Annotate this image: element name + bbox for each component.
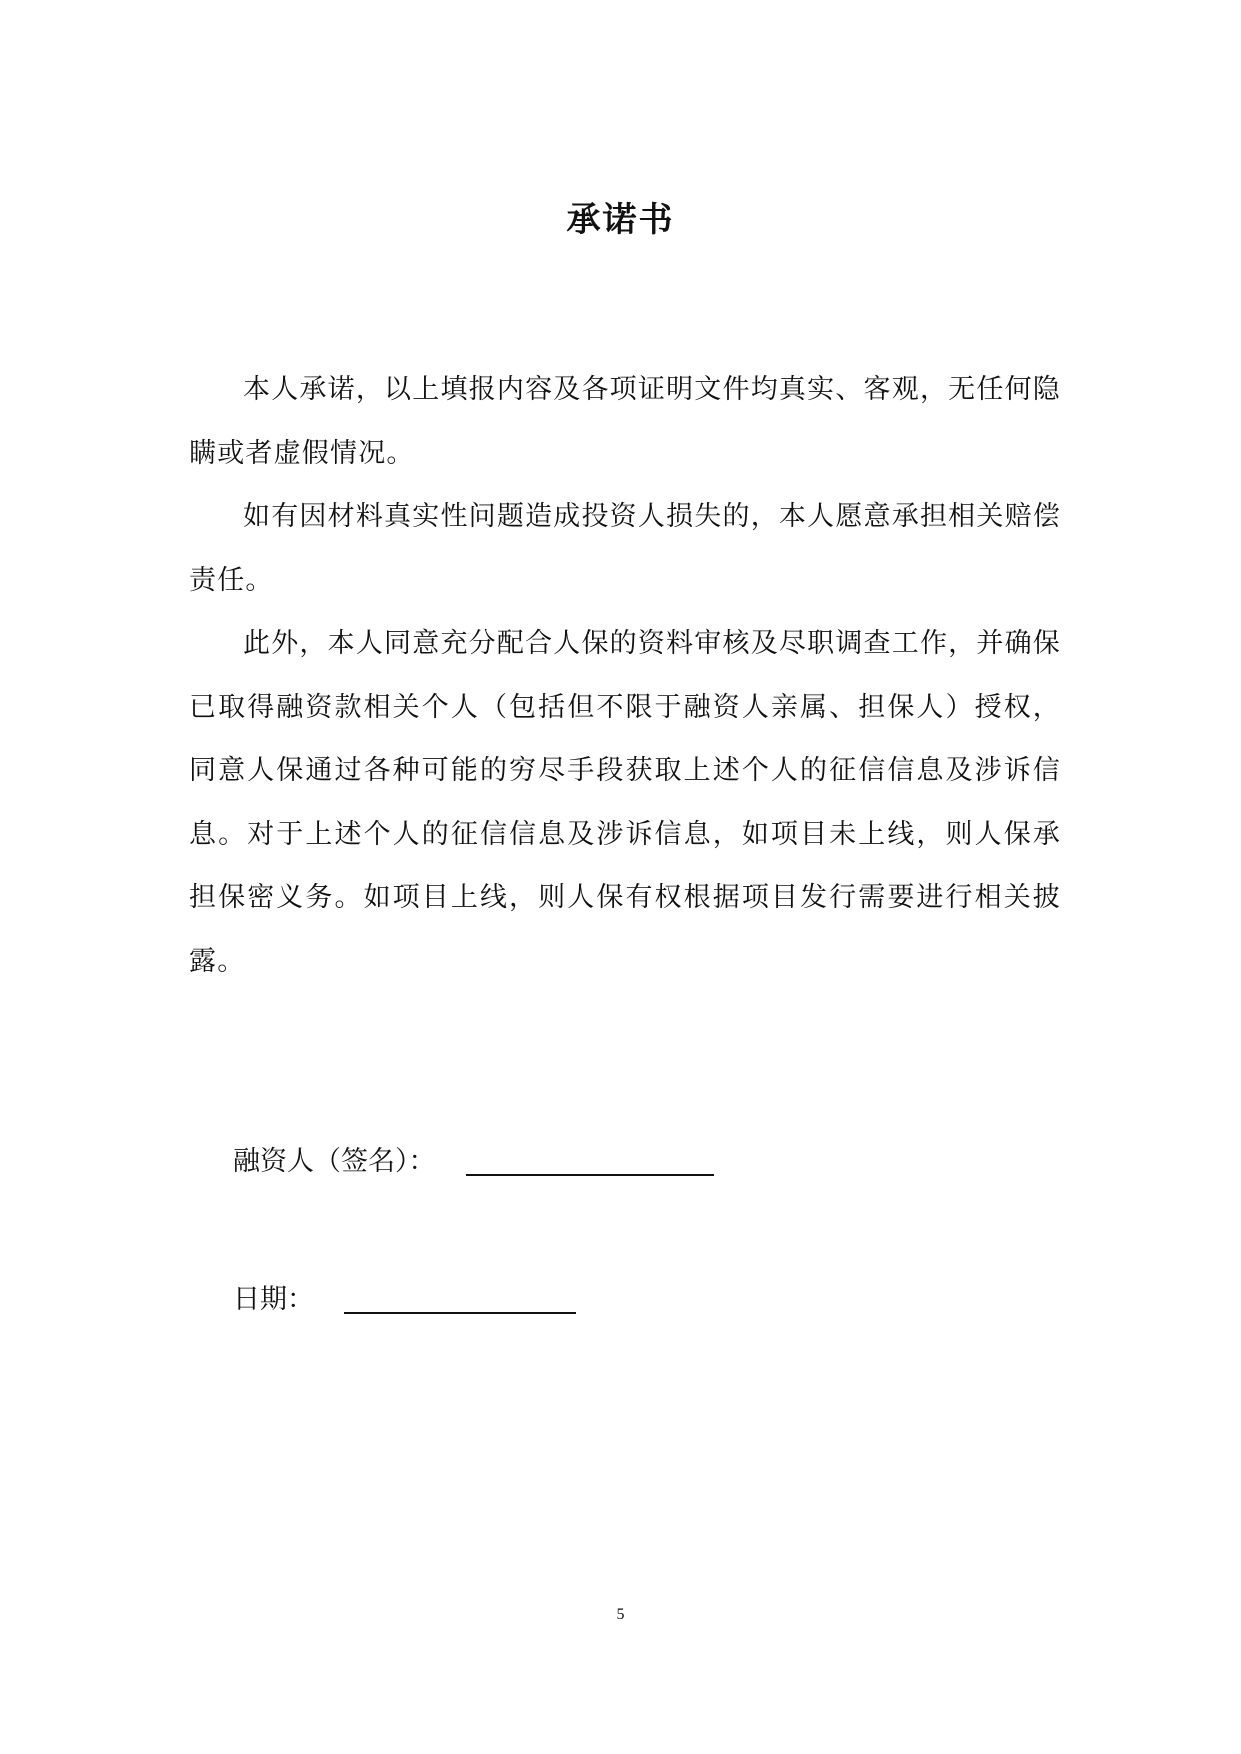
date-row	[233, 1280, 576, 1320]
document-body	[189, 358, 1061, 993]
page-number: 5	[616, 1606, 625, 1623]
document-title: 承诺书	[566, 200, 675, 240]
date-line	[344, 1282, 576, 1314]
signature-label: 融资人（签名）：	[233, 1146, 436, 1177]
signature-row	[233, 1142, 714, 1182]
paragraph-liability: 如有因材料真实性问题造成投资人损失的，本人愿意承担相关赔偿责任。	[189, 501, 1061, 596]
paragraph-commitment: 本人承诺，以上填报内容及各项证明文件均真实、客观，无任何隐瞒或者虚假情况。	[189, 374, 1061, 469]
signature-line	[466, 1144, 714, 1176]
paragraph-authorization: 此外，本人同意充分配合人保的资料审核及尽职调查工作，并确保已取得融资款相关个人（包括但不限于融资人亲属、担保人）授权，同意人保通过各种可能的穷尽手段获取上述个人的征信信息及涉诉信息。对于上述个人的征信信息及涉诉信息，如项目未上线，则人保承担保密义务。如项目上线，则人保有权根据项目发行需要进行相关披露。	[189, 628, 1061, 977]
date-label: 日期：	[233, 1284, 314, 1315]
